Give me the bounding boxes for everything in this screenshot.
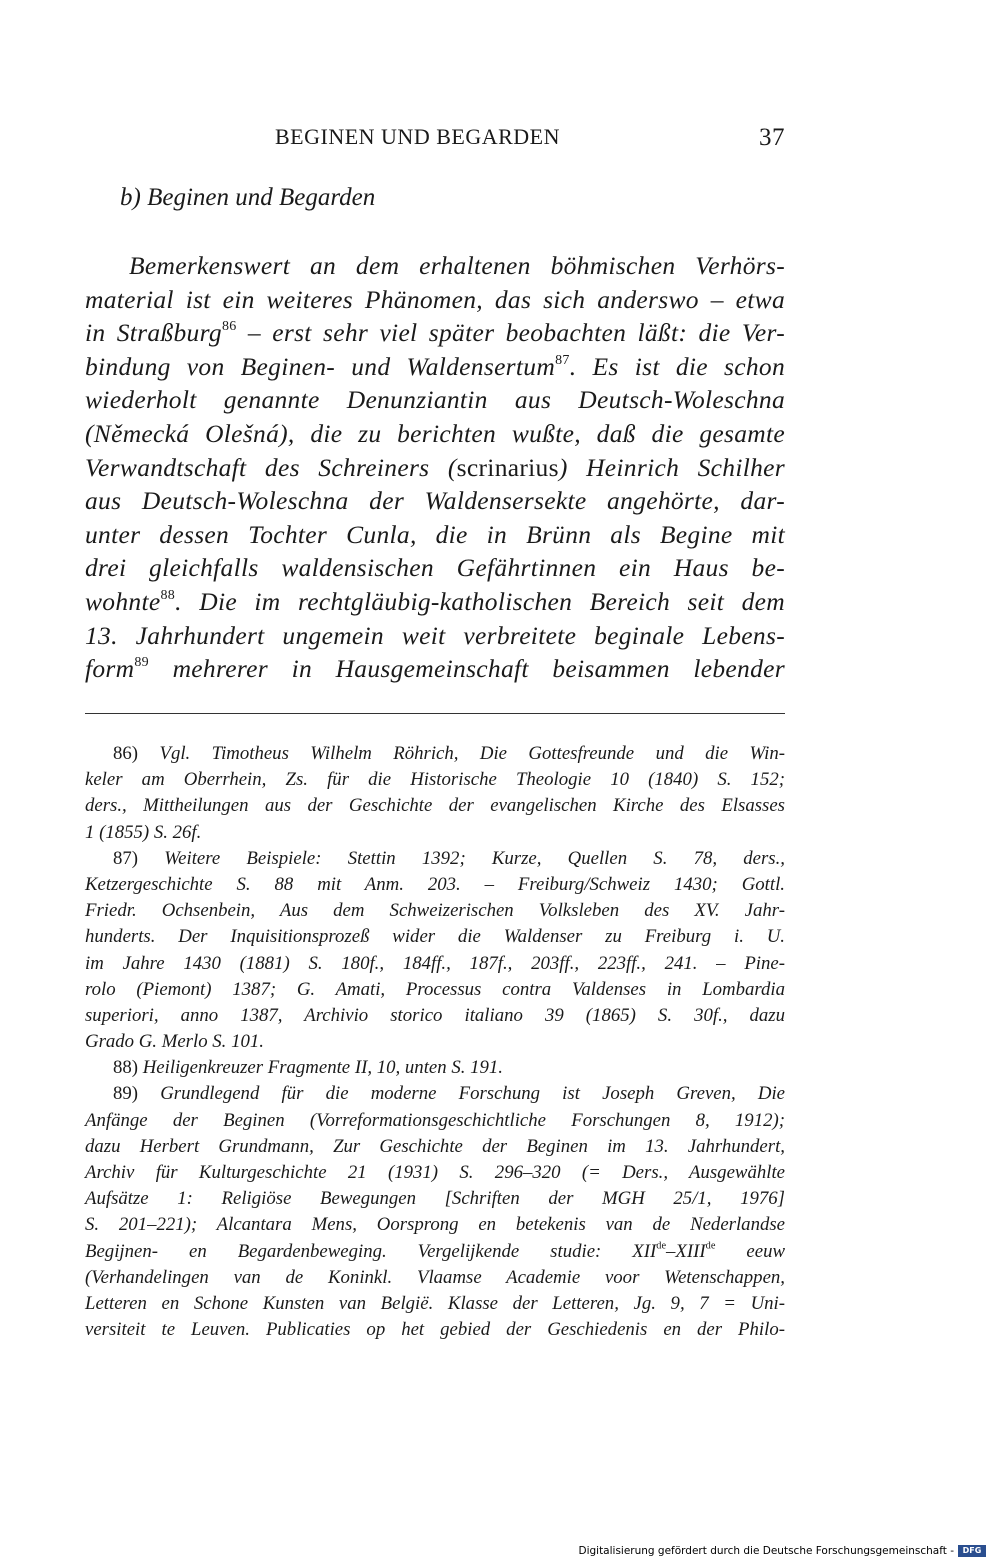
footnote-ref-89[interactable]: 89	[134, 654, 149, 670]
footnote-line: versiteit te Leuven. Publicaties op het gebied der Geschiedenis en der Philo-	[85, 1319, 785, 1341]
footnote-87: 87) Weitere Beispiele: Stettin 1392; Kurze, Quellen S. 78, ders.,	[113, 847, 785, 869]
running-head	[85, 124, 785, 154]
footnote-line: Grado G. Merlo S. 101.	[85, 1031, 264, 1053]
footnote-line: Begijnen- en Begardenbeweging. Vergelijkende studie: XIIde–XIIIde eeuw	[85, 1240, 785, 1262]
footnote-separator-rule	[85, 713, 785, 714]
credit-text: Digitalisierung gefördert durch die Deutsche Forschungsgemeinschaft -	[578, 1545, 954, 1557]
footnote-ref-86[interactable]: 86	[221, 318, 237, 334]
body-paragraph	[85, 249, 785, 686]
body-line: Bemerkenswert an dem erhaltenen böhmischen Verhörs-	[129, 251, 785, 280]
dfg-logo-icon: DFG	[958, 1545, 986, 1557]
digitization-credit	[578, 1545, 986, 1557]
footnote-line: superiori, anno 1387, Archivio storico italiano 39 (1865) S. 30f., dazu	[85, 1004, 785, 1026]
footnote-line: Aufsätze 1: Religiöse Bewegungen [Schriften der MGH 25/1, 1976]	[85, 1188, 785, 1210]
running-title: BEGINEN UND BEGARDEN	[275, 124, 560, 149]
section-heading: b) Beginen und Begarden	[120, 184, 376, 211]
footnote-line: dazu Herbert Grundmann, Zur Geschichte der Beginen im 13. Jahrhundert,	[85, 1135, 785, 1157]
footnote-line: rolo (Piemont) 1387; G. Amati, Processus contra Valdenses in Lombardia	[85, 978, 785, 1000]
footnote-line: ders., Mittheilungen aus der Geschichte der evangelischen Kirche des Elsasses	[85, 795, 785, 817]
footnote-line: Ketzergeschichte S. 88 mit Anm. 203. – Freiburg/Schweiz 1430; Gottl.	[85, 873, 785, 895]
footnote-ref-88[interactable]: 88	[160, 587, 176, 603]
footnote-line: keler am Oberrhein, Zs. für die Historische Theologie 10 (1840) S. 152;	[85, 769, 785, 791]
body-line: drei gleichfalls waldensischen Gefährtinnen ein Haus be-	[85, 553, 785, 583]
footnote-line: Letteren en Schone Kunsten van België. Klasse der Letteren, Jg. 9, 7 = Uni-	[85, 1292, 785, 1314]
footnote-89: 89) Grundlegend für die moderne Forschung ist Joseph Greven, Die	[113, 1083, 785, 1105]
body-line: in Straßburg$^{86}$ – erst sehr viel später beobachten läßt: die Ver-	[85, 318, 785, 348]
footnote-line: Friedr. Ochsenbein, Aus dem Schweizerischen Volksleben des XV. Jahr-	[85, 900, 785, 922]
body-line: aus Deutsch-Woleschna der Waldensersekte angehörte, dar-	[85, 486, 785, 516]
footnote-86: 86) Vgl. Timotheus Wilhelm Röhrich, Die Gottesfreunde und die Win-	[113, 743, 785, 764]
page-number: 37	[759, 124, 785, 151]
footnote-ref-87[interactable]: 87	[555, 352, 570, 368]
body-line: material ist ein weiteres Phänomen, das sich anderswo – etwa	[85, 284, 785, 314]
footnote-line: 1 (1855) S. 26f.	[85, 821, 202, 843]
footnote-line: im Jahre 1430 (1881) S. 180f., 184ff., 187f., 203ff., 223ff., 241. – Pine-	[85, 952, 785, 974]
footnote-line: S. 201–221); Alcantara Mens, Oorsprong en betekenis van de Nederlandse	[85, 1214, 785, 1236]
body-line: wohnte$^{88}$. Die im rechtgläubig-katholischen Bereich seit dem	[85, 586, 785, 616]
footnote-line: hunderts. Der Inquisitionsprozeß wider die Waldenser zu Freiburg i. U.	[85, 926, 785, 948]
body-line: (Německá Olešná), die zu berichten wußte, daß die gesamte	[85, 418, 785, 448]
body-line: Verwandtschaft des Schreiners (scrinarius) Heinrich Schilher	[85, 452, 785, 482]
footnote-line: Anfänge der Beginen (Vorreformationsgeschichtliche Forschungen 8, 1912);	[85, 1109, 785, 1131]
footnote-88: 88) Heiligenkreuzer Fragmente II, 10, unten S. 191.	[113, 1057, 503, 1079]
body-line: unter dessen Tochter Cunla, die in Brünn als Begine mit	[85, 519, 785, 549]
body-line: bindung von Beginen- und Waldensertum$^{87}$. Es ist die schon	[85, 351, 785, 381]
body-line: wiederholt genannte Denunziantin aus Deutsch-Woleschna	[85, 385, 785, 415]
footnote-line: Archiv für Kulturgeschichte 21 (1931) S. 296–320 (= Ders., Ausgewählte	[85, 1162, 785, 1183]
footnote-line: (Verhandelingen van de Koninkl. Vlaamse Academie voor Wetenschappen,	[85, 1266, 785, 1288]
footnotes	[85, 741, 785, 1343]
body-line: 13. Jahrhundert ungemein weit verbreitete beginale Lebens-	[85, 620, 785, 650]
body-line: form$^{89}$ mehrerer in Hausgemeinschaft beisammen lebender	[85, 654, 785, 684]
